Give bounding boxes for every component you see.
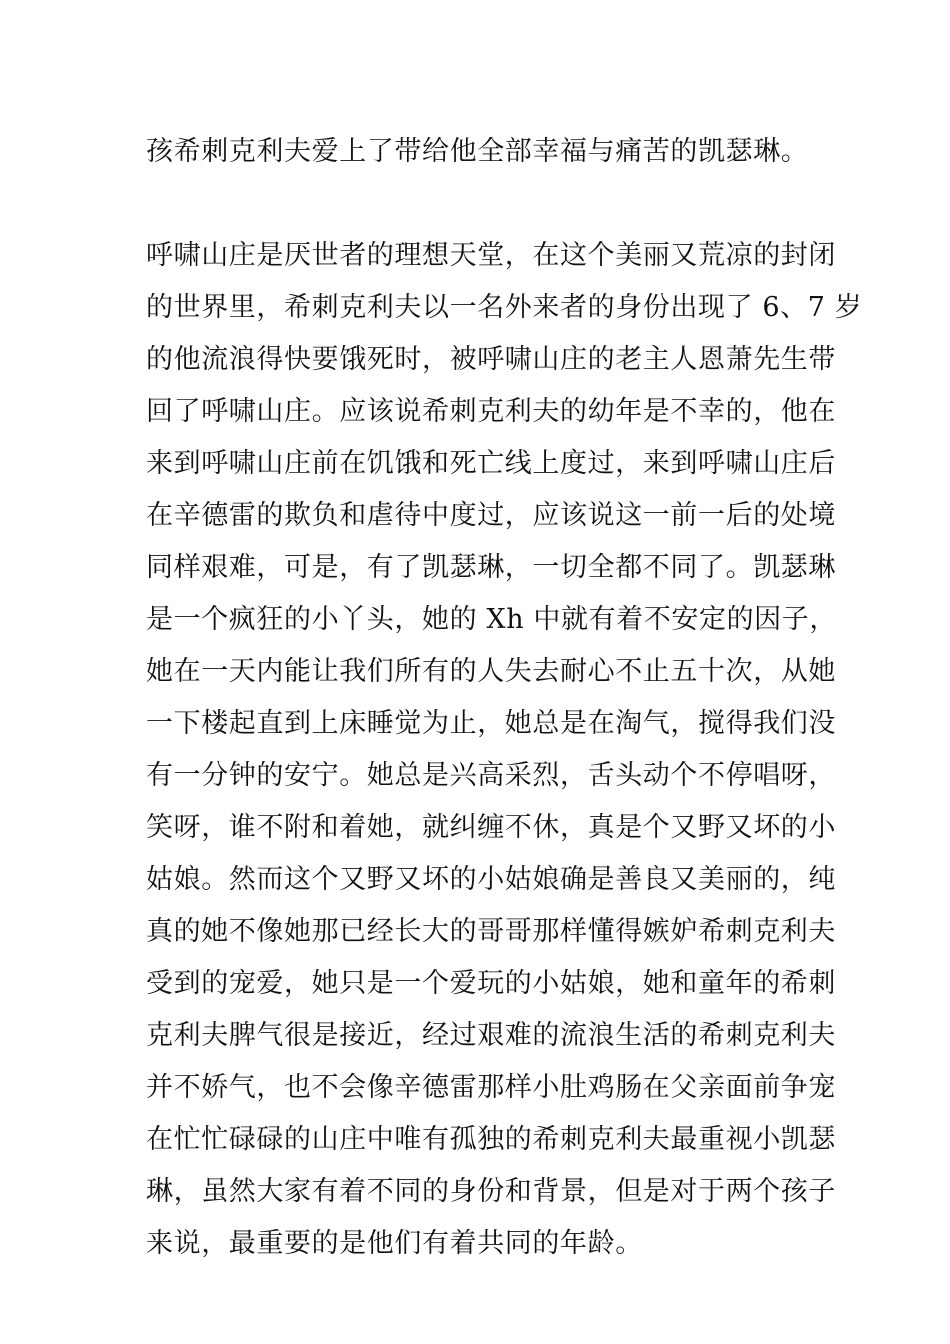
paragraph-2-line-14: 真的她不像她那已经长大的哥哥那样懂得嫉妒希刺克利夫 bbox=[146, 916, 836, 947]
paragraph-2-line-4: 回了呼啸山庄。应该说希刺克利夫的幼年是不幸的，他在 bbox=[146, 396, 836, 427]
paragraph-2-line-11: 有一分钟的安宁。她总是兴高采烈，舌头动个不停唱呀， bbox=[146, 760, 836, 791]
paragraph-2-line-8: 是一个疯狂的小丫头，她的 Xh 中就有着不安定的因子， bbox=[146, 604, 837, 635]
paragraph-2-line-16: 克利夫脾气很是接近，经过艰难的流浪生活的希刺克利夫 bbox=[146, 1020, 836, 1051]
paragraph-2-line-17: 并不娇气，也不会像辛德雷那样小肚鸡肠在父亲面前争宠 bbox=[146, 1072, 836, 1103]
paragraph-2-line-3: 的他流浪得快要饿死时，被呼啸山庄的老主人恩萧先生带 bbox=[146, 344, 836, 375]
paragraph-2-line-10: 一下楼起直到上床睡觉为止，她总是在淘气，搅得我们没 bbox=[146, 708, 836, 739]
paragraph-2-line-1: 呼啸山庄是厌世者的理想天堂，在这个美丽又荒凉的封闭 bbox=[146, 240, 836, 271]
paragraph-2-line-5: 来到呼啸山庄前在饥饿和死亡线上度过，来到呼啸山庄后 bbox=[146, 448, 836, 479]
paragraph-2-line-2: 的世界里，希刺克利夫以一名外来者的身份出现了 6、7 岁 bbox=[146, 292, 863, 323]
paragraph-1-line-1: 孩希刺克利夫爱上了带给他全部幸福与痛苦的凯瑟琳。 bbox=[146, 136, 809, 167]
paragraph-2-line-13: 姑娘。然而这个又野又坏的小姑娘确是善良又美丽的，纯 bbox=[146, 864, 836, 895]
paragraph-2-line-20: 来说，最重要的是他们有着共同的年龄。 bbox=[146, 1228, 643, 1259]
paragraph-2-line-9: 她在一天内能让我们所有的人失去耐心不止五十次，从她 bbox=[146, 656, 836, 687]
paragraph-2-line-6: 在辛德雷的欺负和虐待中度过，应该说这一前一后的处境 bbox=[146, 500, 836, 531]
paragraph-2-line-15: 受到的宠爱，她只是一个爱玩的小姑娘，她和童年的希刺 bbox=[146, 968, 836, 999]
paragraph-2-line-7: 同样艰难，可是，有了凯瑟琳，一切全都不同了。凯瑟琳 bbox=[146, 552, 836, 583]
paragraph-2-line-12: 笑呀，谁不附和着她，就纠缠不休，真是个又野又坏的小 bbox=[146, 812, 836, 843]
paragraph-2-line-19: 琳，虽然大家有着不同的身份和背景，但是对于两个孩子 bbox=[146, 1176, 836, 1207]
paragraph-2-line-18: 在忙忙碌碌的山庄中唯有孤独的希刺克利夫最重视小凯瑟 bbox=[146, 1124, 836, 1155]
